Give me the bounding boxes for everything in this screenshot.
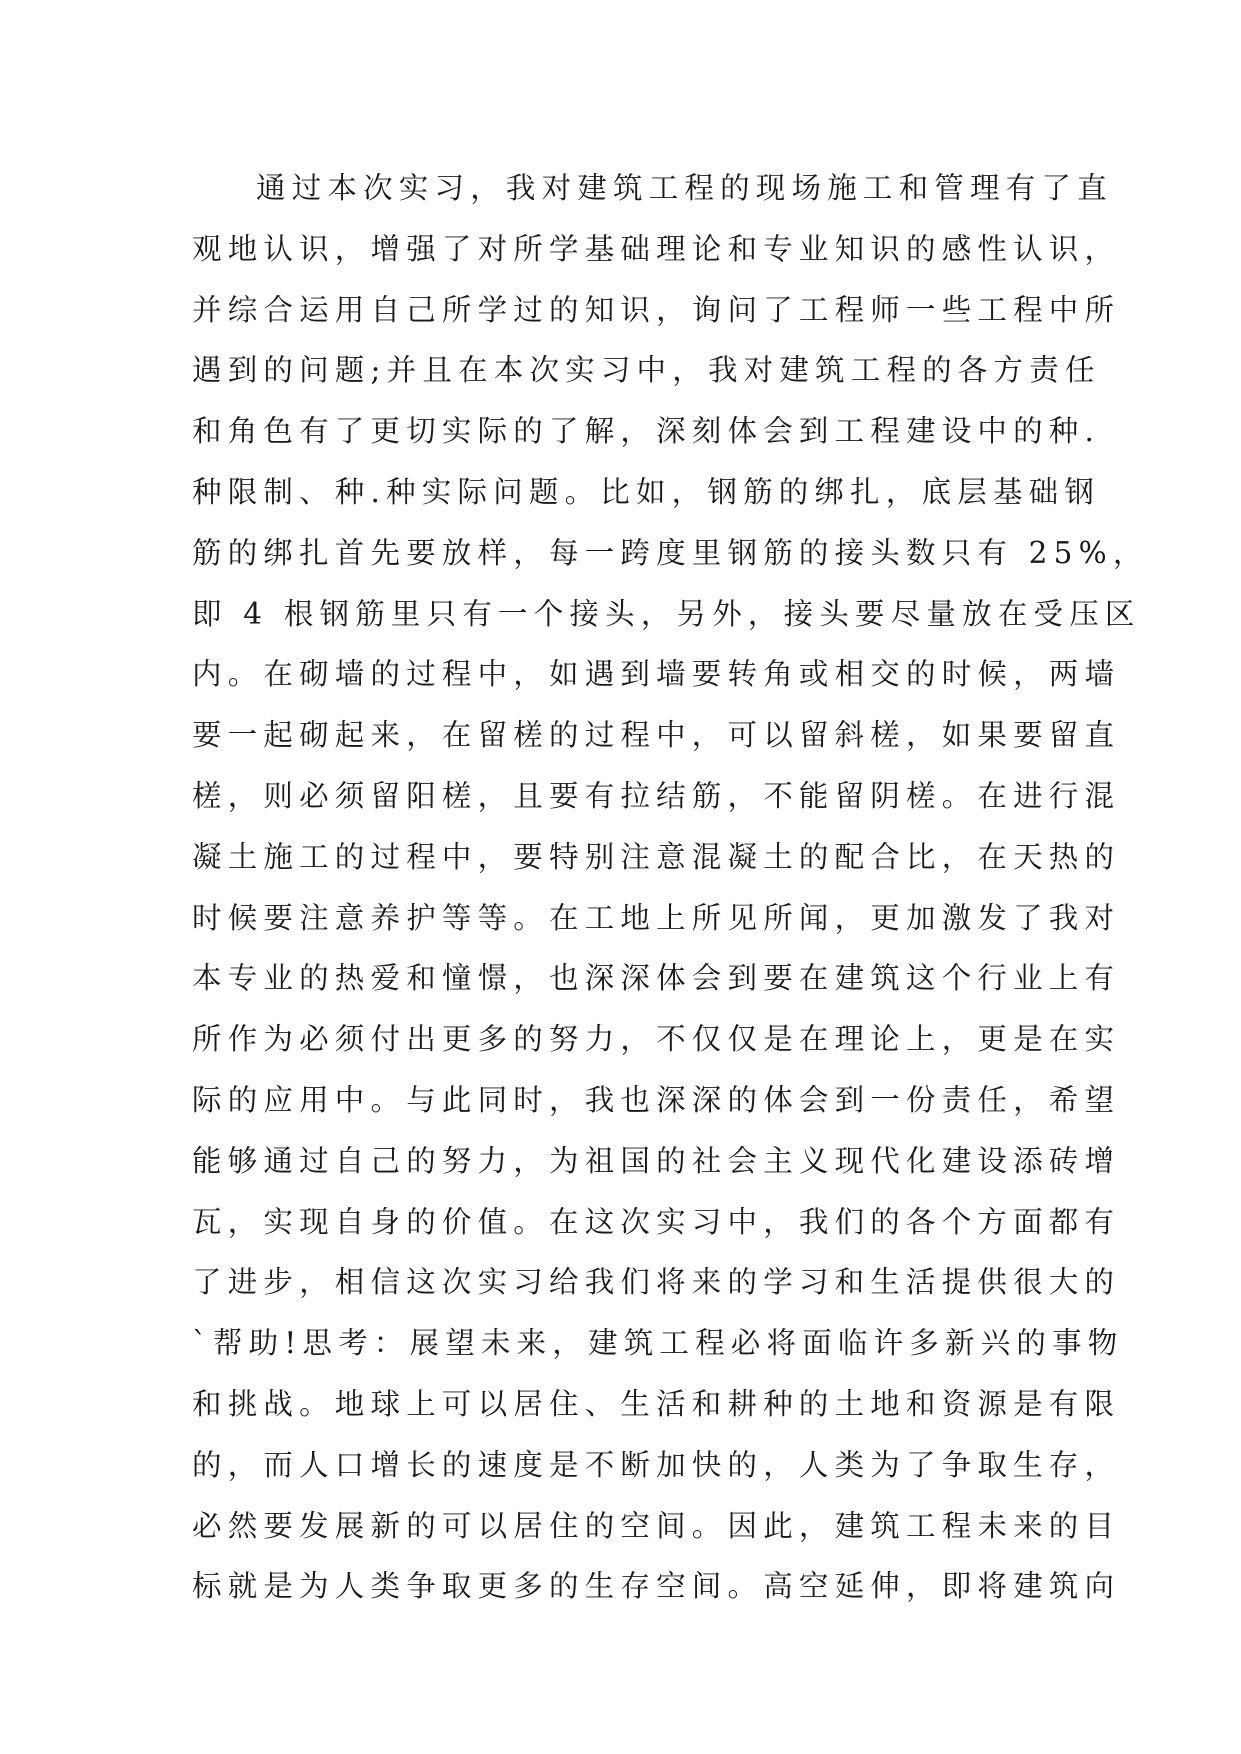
text-line: 的，而人口增长的速度是不断加快的，人类为了争取生存，	[192, 1447, 1121, 1482]
text-line: 凝土施工的过程中，要特别注意混凝土的配合比，在天热的	[192, 839, 1121, 874]
text-line: 槎，则必须留阳槎，且要有拉结筋，不能留阴槎。在进行混	[192, 778, 1121, 813]
text-line: `帮助!思考：展望未来，建筑工程必将面临许多新兴的事物	[192, 1326, 1124, 1361]
text-line: 筋的绑扎首先要放样，每一跨度里钢筋的接头数只有 25%，	[192, 535, 1149, 570]
text-line: 和挑战。地球上可以居住、生活和耕种的土地和资源是有限	[192, 1386, 1121, 1421]
text-line: 必然要发展新的可以居住的空间。因此，建筑工程未来的目	[192, 1508, 1121, 1543]
text-line: 际的应用中。与此同时，我也深深的体会到一份责任，希望	[192, 1082, 1121, 1117]
text-line: 本专业的热爱和憧憬，也深深体会到要在建筑这个行业上有	[192, 961, 1121, 996]
text-line: 即 4 根钢筋里只有一个接头，另外，接头要尽量放在受压区	[192, 596, 1141, 631]
text-line: 通过本次实习，我对建筑工程的现场施工和管理有了直	[256, 171, 1113, 205]
text-line: 观地认识，增强了对所学基础理论和专业知识的感性认识，	[192, 231, 1121, 266]
text-line: 遇到的问题;并且在本次实习中，我对建筑工程的各方责任	[192, 353, 1101, 388]
text-line: 时候要注意养护等等。在工地上所见所闻，更加激发了我对	[192, 900, 1121, 935]
text-line: 内。在砌墙的过程中，如遇到墙要转角或相交的时候，两墙	[192, 657, 1121, 692]
text-line: 和角色有了更切实际的了解，深刻体会到工程建设中的种.	[192, 414, 1101, 449]
text-line: 所作为必须付出更多的努力，不仅仅是在理论上，更是在实	[192, 1022, 1121, 1057]
text-line: 并综合运用自己所学过的知识，询问了工程师一些工程中所	[192, 292, 1121, 327]
text-line: 要一起砌起来，在留槎的过程中，可以留斜槎，如果要留直	[192, 718, 1121, 753]
text-line: 能够通过自己的努力，为祖国的社会主义现代化建设添砖增	[192, 1143, 1121, 1178]
text-line: 了进步，相信这次实习给我们将来的学习和生活提供很大的	[192, 1265, 1121, 1300]
text-line: 种限制、种.种实际问题。比如，钢筋的绑扎，底层基础钢	[192, 474, 1101, 509]
body-paragraph	[192, 158, 1149, 1617]
text-line: 标就是为人类争取更多的生存空间。高空延伸，即将建筑向	[192, 1569, 1121, 1604]
text-line: 瓦，实现自身的价值。在这次实习中，我们的各个方面都有	[192, 1204, 1121, 1239]
